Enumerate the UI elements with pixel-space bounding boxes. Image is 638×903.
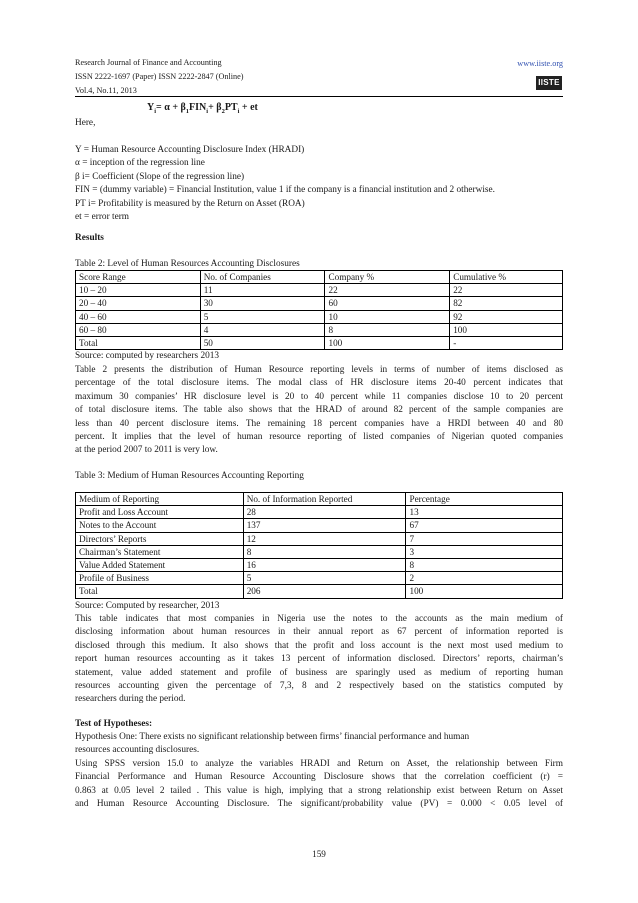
- paragraph-line: percentage of the total disclosure items. The modal class of HR disclosure items 20-40 percent indicates that: [75, 378, 563, 389]
- table-cell: 8: [243, 545, 406, 558]
- table-cell: 8: [406, 559, 563, 572]
- table-cell: 206: [243, 585, 406, 598]
- table3-caption: Table 3: Medium of Human Resources Accounting Reporting: [75, 471, 304, 481]
- definition-line: β i= Coefficient (Slope of the regression line): [75, 171, 245, 182]
- table-cell: 22: [325, 284, 450, 297]
- table-header-cell: Score Range: [76, 271, 201, 284]
- definition-line: et = error term: [75, 211, 130, 222]
- table-row: [76, 532, 563, 545]
- paragraph-line: less than 40 percent disclosure items. The remaining 18 percent companies have a HRDI between 40 and 80: [75, 418, 563, 429]
- regression-equation: $Y_i= \alpha + \beta_1FIN_i+ \beta_2PT_i$ + et: [147, 102, 258, 115]
- paragraph-line: This table indicates that most companies in Nigeria use the notes to the accounts as the main medium of: [75, 614, 563, 624]
- paragraph-line: disclosed through this medium. It also shows that the profit and loss account is the next most used medium to: [75, 640, 563, 651]
- table-cell: 28: [243, 506, 406, 519]
- paragraph-line: Financial Performance and Human Resource Accounting Disclosure shows that the correlation coefficient (r) =: [75, 772, 563, 783]
- table-cell: 20 – 40: [76, 297, 201, 310]
- table-cell: 7: [406, 532, 563, 545]
- here-label: Here,: [75, 118, 96, 128]
- table-cell: 40 – 60: [76, 310, 201, 323]
- definition-line: FIN = (dummy variable) = Financial Institution, value 1 if the company is a financial institution and 2 otherwise.: [75, 185, 495, 196]
- table-header-cell: Cumulative %: [450, 271, 563, 284]
- table3-source: Source: Computed by researcher, 2013: [75, 601, 220, 611]
- paragraph-line: Using SPSS version 15.0 to analyze the variables HRADI and Return on Asset, the relationship between Firm: [75, 759, 563, 769]
- table-header-cell: Company %: [325, 271, 450, 284]
- table2-caption: Table 2: Level of Human Resources Accounting Disclosures: [75, 259, 300, 269]
- results-heading: Results: [75, 233, 104, 243]
- table-cell: 12: [243, 532, 406, 545]
- table3: [75, 492, 563, 599]
- table-row: [76, 519, 563, 532]
- table-row: [76, 323, 563, 336]
- table2: [75, 270, 563, 350]
- paragraph-line: at the period 2007 to 2011 is very low.: [75, 445, 218, 456]
- table-cell: Chairman’s Statement: [76, 545, 244, 558]
- page-number: 159: [312, 849, 326, 859]
- table-cell: 92: [450, 310, 563, 323]
- table-cell: 4: [200, 323, 325, 336]
- table-row: [76, 545, 563, 558]
- table3-discussion-paragraph: [75, 613, 563, 707]
- paragraph-line: of total disclosure items. The table also shows that the HRAD of around 82 percent of the sample companies are: [75, 405, 563, 416]
- hypothesis-analysis-paragraph: [75, 758, 563, 812]
- definition-line: PT i= Profitability is measured by the Return on Asset (ROA): [75, 198, 305, 209]
- table-cell: 11: [200, 284, 325, 297]
- table-cell: 22: [450, 284, 563, 297]
- table-cell: 30: [200, 297, 325, 310]
- table-header-cell: Medium of Reporting: [76, 493, 244, 506]
- table-cell: 16: [243, 559, 406, 572]
- table-cell: 13: [406, 506, 563, 519]
- table-cell: 8: [325, 323, 450, 336]
- table-cell: Notes to the Account: [76, 519, 244, 532]
- table-cell: Value Added Statement: [76, 559, 244, 572]
- table-cell: 10 – 20: [76, 284, 201, 297]
- table-row: [76, 506, 563, 519]
- table-cell: Directors’ Reports: [76, 532, 244, 545]
- table-cell: 5: [200, 310, 325, 323]
- table-row: [76, 572, 563, 585]
- table-header-row: [76, 493, 563, 506]
- journal-url-link[interactable]: www.iiste.org: [517, 59, 563, 68]
- paragraph-line: researchers during the period.: [75, 694, 186, 705]
- table2-discussion-paragraph: [75, 364, 563, 458]
- paragraph-line: and Human Resource Accounting Disclosure. The significant/probability value (PV) = 0.000 < 0.05 level of: [75, 799, 563, 810]
- table-cell: 60 – 80: [76, 323, 201, 336]
- table-header-row: [76, 271, 563, 284]
- paragraph-line: resources accounting given the percentage of 7,3, 8 and 2 respectively based on the statistics computed by: [75, 680, 563, 691]
- table-row: [76, 337, 563, 350]
- table-cell: 50: [200, 337, 325, 350]
- table-row: [76, 297, 563, 310]
- table-cell: Profit and Loss Account: [76, 506, 244, 519]
- table-cell: 100: [325, 337, 450, 350]
- table2-source: Source: computed by researchers 2013: [75, 351, 220, 361]
- table-header-cell: No. of Companies: [200, 271, 325, 284]
- hypothesis-one: [75, 731, 563, 758]
- variable-definitions: [75, 144, 563, 224]
- table-cell: 137: [243, 519, 406, 532]
- paragraph-line: Hypothesis One: There exists no significant relationship between firms’ financial performance and human: [75, 732, 470, 742]
- table-cell: 5: [243, 572, 406, 585]
- paragraph-line: 0.863 at 0.05 level 2 tailed . This value is high, implying that a strong relationship exist between Return on Asset: [75, 785, 563, 796]
- table-cell: 100: [450, 323, 563, 336]
- journal-title: Research Journal of Finance and Accounting: [75, 58, 222, 67]
- paragraph-line: percent. It implies that the level of human resource reporting of listed companies of Nigerian quoted companies: [75, 431, 563, 442]
- paragraph-line: maximum 30 companies’ HR disclosure level is 20 to 40 percent while 11 companies disclose 10 to 20 percent: [75, 391, 563, 402]
- table-cell: 60: [325, 297, 450, 310]
- hypotheses-heading: Test of Hypotheses:: [75, 719, 153, 729]
- table-header-cell: No. of Information Reported: [243, 493, 406, 506]
- table-header-cell: Percentage: [406, 493, 563, 506]
- paragraph-line: Table 2 presents the distribution of Human Resource reporting levels in terms of number of items disclosed as: [75, 365, 563, 375]
- table-cell: 2: [406, 572, 563, 585]
- table-row: [76, 585, 563, 598]
- definition-line: α = inception of the regression line: [75, 158, 205, 169]
- header-divider: [75, 96, 563, 97]
- paragraph-line: report human resources accounting as it takes 13 percent of information disclosed. Directors’ reports, chairman’s: [75, 654, 563, 665]
- table-cell: Total: [76, 337, 201, 350]
- definition-line: Y = Human Resource Accounting Disclosure Index (HRADI): [75, 145, 305, 155]
- table-cell: Total: [76, 585, 244, 598]
- table-cell: Profile of Business: [76, 572, 244, 585]
- table-cell: 10: [325, 310, 450, 323]
- table-cell: 100: [406, 585, 563, 598]
- iiste-logo: IISTE: [536, 76, 562, 90]
- table-row: [76, 559, 563, 572]
- table-row: [76, 284, 563, 297]
- table-cell: 67: [406, 519, 563, 532]
- table-cell: 82: [450, 297, 563, 310]
- journal-volume: Vol.4, No.11, 2013: [75, 86, 137, 95]
- paragraph-line: resources accounting disclosures.: [75, 745, 200, 756]
- journal-issn: ISSN 2222-1697 (Paper) ISSN 2222-2847 (Online): [75, 72, 244, 81]
- table-cell: 3: [406, 545, 563, 558]
- table-cell: -: [450, 337, 563, 350]
- paragraph-line: statement, value added statement and profile of business are sparingly used as medium of reporting human: [75, 667, 563, 678]
- paragraph-line: disclosing information about human resources in their annual report as 67 percent of information reported is: [75, 627, 563, 638]
- table-row: [76, 310, 563, 323]
